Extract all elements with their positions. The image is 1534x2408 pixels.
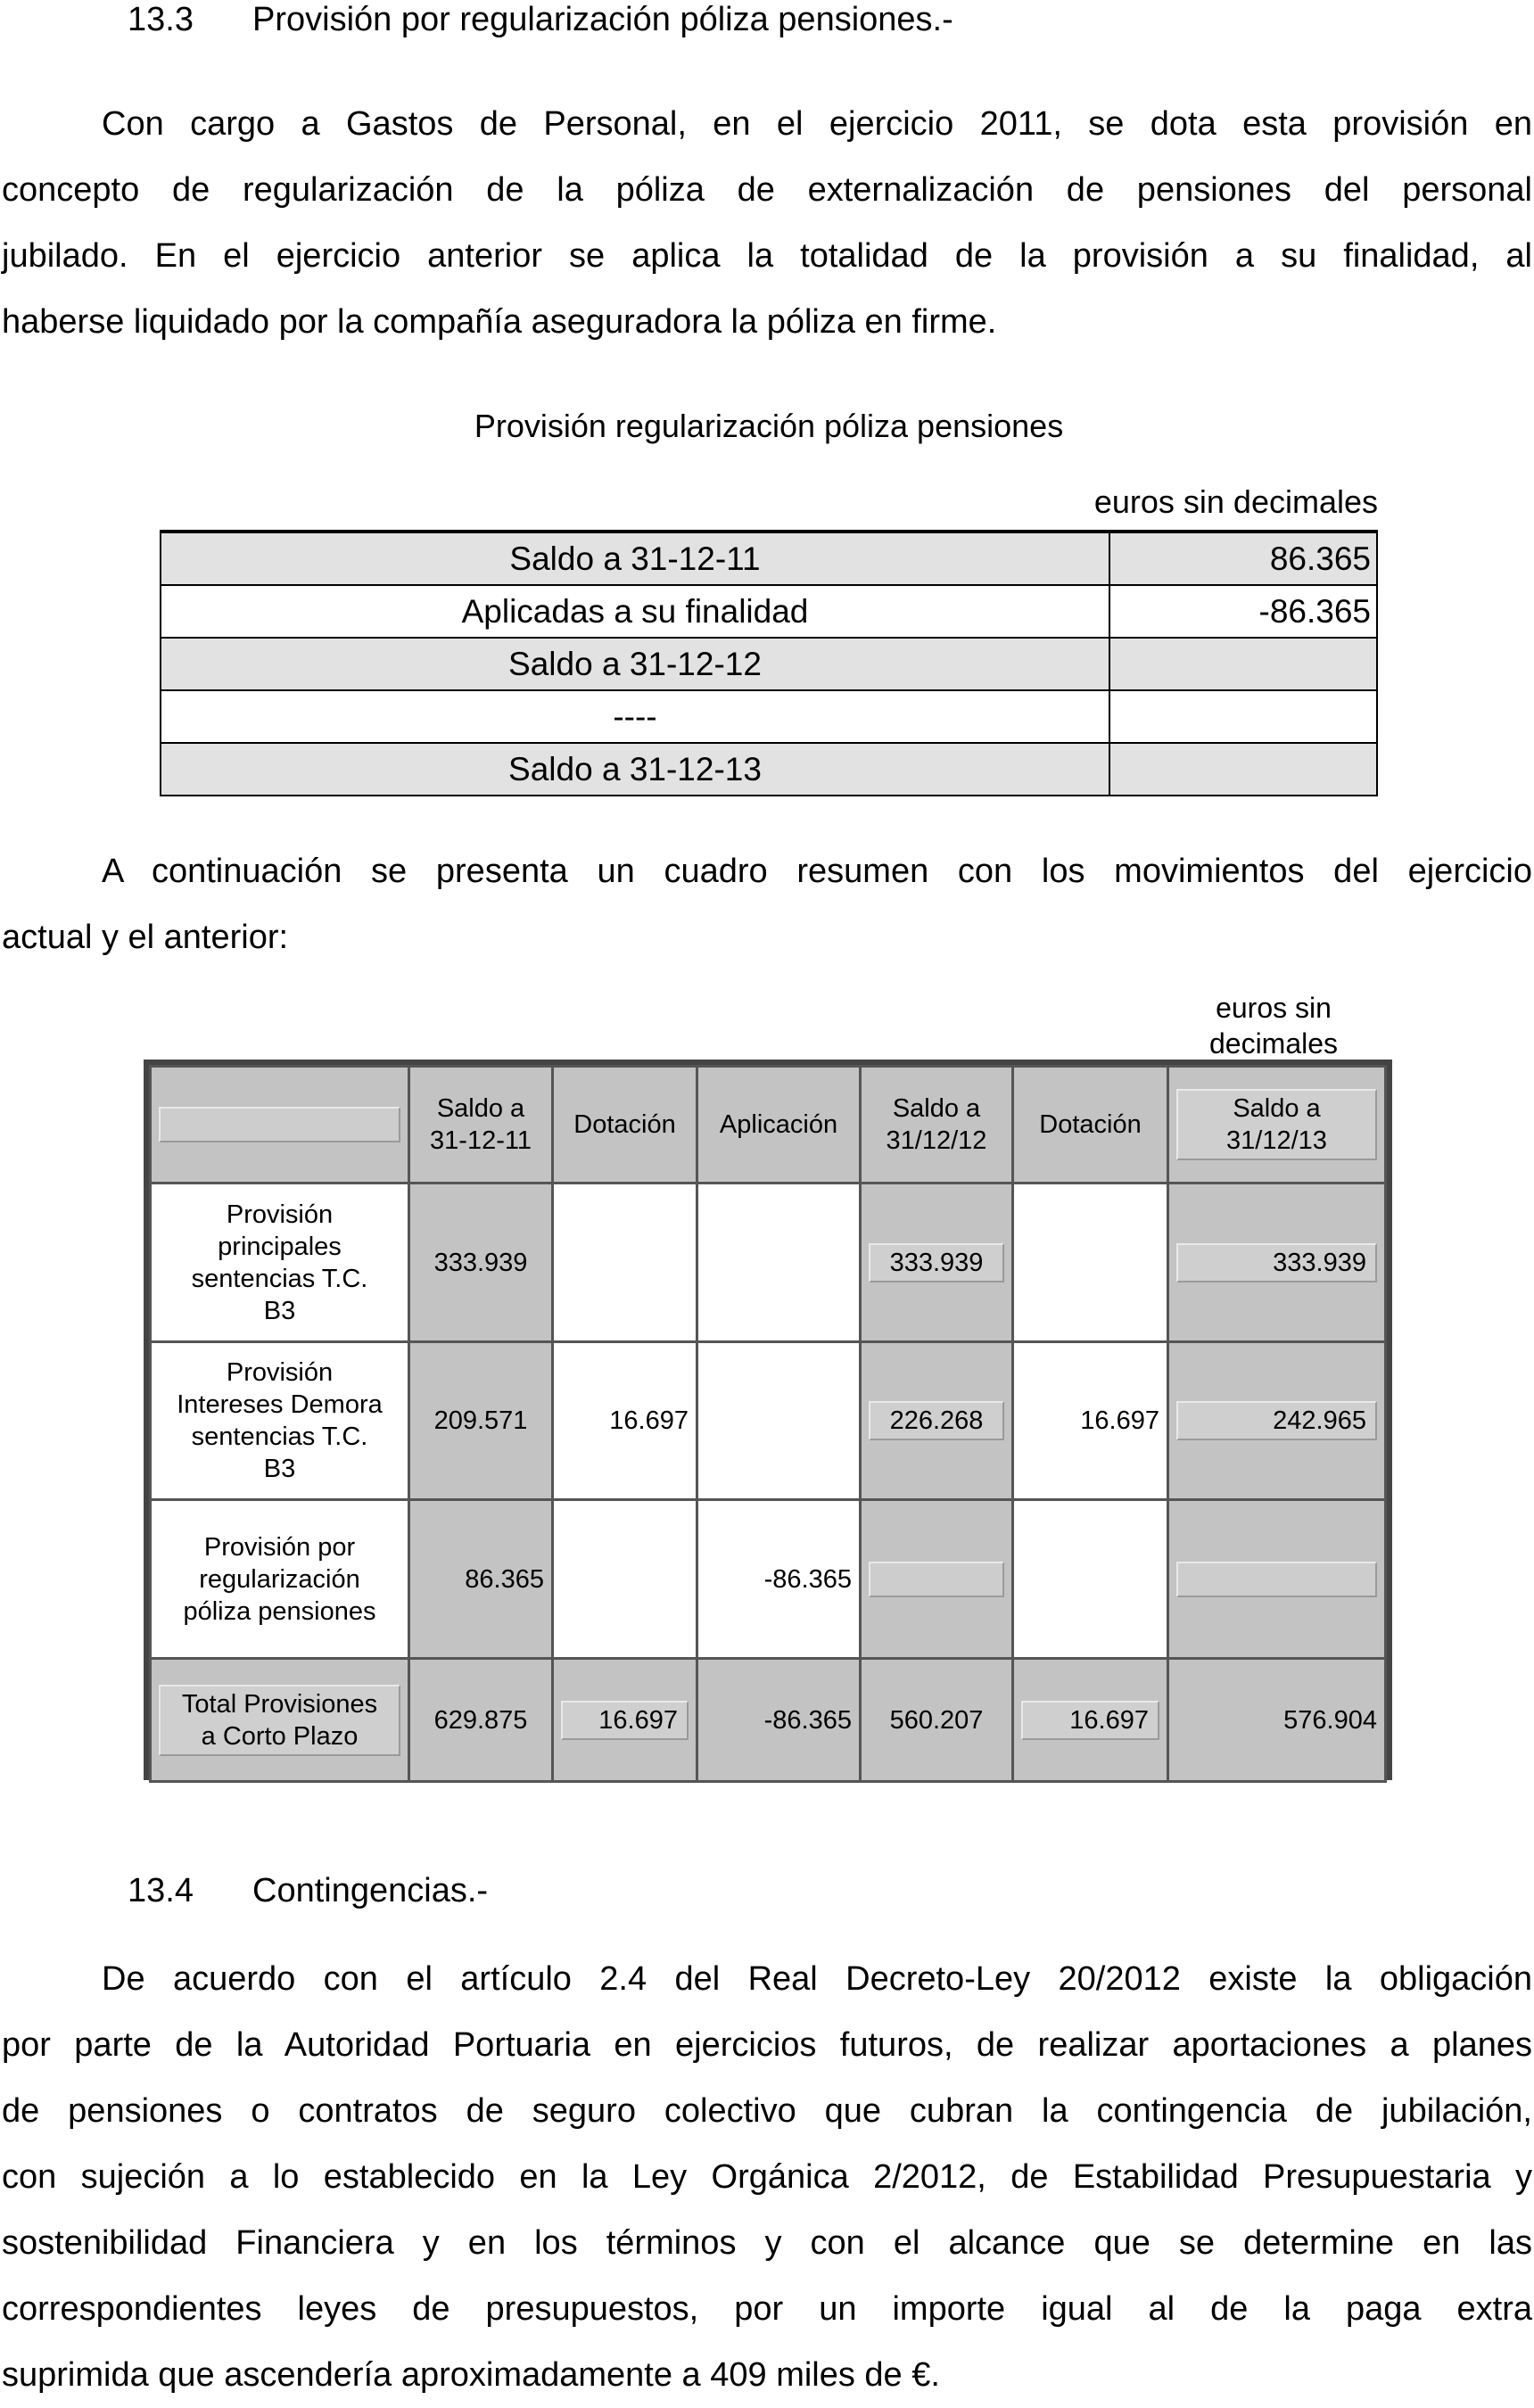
paragraph-line: De acuerdo con el artículo 2.4 del Real Decreto-Ley 20/2012 existe la obligación	[102, 1960, 1532, 1998]
row-label: Saldo a 31-12-11	[161, 532, 1109, 585]
cell-value	[553, 1183, 697, 1342]
paragraph-line: Con cargo a Gastos de Personal, en el ejercicio 2011, se dota esta provisión en	[102, 105, 1532, 143]
paragraph-line: jubilado. En el ejercicio anterior se aplica la totalidad de la provisión a su finalidad, al	[2, 237, 1532, 275]
paragraph-line: por parte de la Autoridad Portuaria en ejercicios futuros, de realizar aportaciones a planes	[2, 2026, 1532, 2064]
paragraph-line: con sujeción a lo establecido en la Ley Orgánica 2/2012, de Estabilidad Presupuestaria y	[2, 2158, 1532, 2196]
row-label: Provisión por regularización póliza pensiones	[151, 1500, 409, 1659]
table-row	[151, 1500, 1386, 1659]
provision-pensiones-table	[160, 530, 1378, 796]
table-row	[161, 532, 1377, 585]
cell-value: 86.365	[409, 1500, 553, 1659]
unit-line: euros sin	[1216, 992, 1332, 1024]
unit-line: decimales	[1208, 1027, 1339, 1060]
header-row	[151, 1067, 1386, 1183]
paragraph-line: concepto de regularización de la póliza de externalización de pensiones del personal	[2, 171, 1532, 209]
row-value: -86.365	[1109, 585, 1377, 638]
cell-value	[1168, 1500, 1386, 1659]
cell-value	[1013, 1183, 1168, 1342]
cell-value	[553, 1500, 697, 1659]
cell-value: 226.268	[861, 1342, 1013, 1500]
header-cell: Dotación	[1013, 1067, 1168, 1183]
paragraph-line: A continuación se presenta un cuadro resumen con los movimientos del ejercicio	[102, 853, 1532, 890]
table2-unit	[1158, 990, 1390, 1061]
header-cell: Dotación	[553, 1067, 697, 1183]
header-cell: Saldo a 31/12/13	[1168, 1067, 1386, 1183]
row-label: Total Provisiones a Corto Plazo	[151, 1659, 409, 1782]
paragraph-line: correspondientes leyes de presupuestos, por un importe igual al de la paga extra	[2, 2290, 1532, 2328]
section-number: 13.4	[128, 1872, 194, 1909]
row-label: ----	[161, 690, 1109, 743]
row-value: 86.365	[1109, 532, 1377, 585]
table-row	[161, 638, 1377, 690]
cell-value: 16.697	[553, 1659, 697, 1782]
section-number: 13.3	[128, 1, 194, 38]
cell-value	[1013, 1500, 1168, 1659]
paragraph-line: actual y el anterior:	[2, 919, 289, 956]
row-label: Provisión Intereses Demora sentencias T.C. B3	[151, 1342, 409, 1500]
row-value	[1109, 690, 1377, 743]
cell-value	[861, 1500, 1013, 1659]
header-empty-cell	[151, 1067, 409, 1183]
header-cell: Saldo a 31/12/12	[861, 1067, 1013, 1183]
section-title: Contingencias.-	[252, 1872, 489, 1909]
section-title: Provisión por regularización póliza pensiones.-	[252, 1, 953, 38]
table-row	[161, 690, 1377, 743]
paragraph-line: suprimida que ascendería aproximadamente a 409 miles de €.	[2, 2356, 940, 2394]
table1-caption: Provisión regularización póliza pensiones	[474, 408, 1064, 444]
cell-value: 333.939	[1168, 1183, 1386, 1342]
cell-value: 16.697	[553, 1342, 697, 1500]
row-label: Saldo a 31-12-13	[161, 743, 1109, 796]
cell-value: 16.697	[1013, 1659, 1168, 1782]
cell-value	[697, 1183, 861, 1342]
section-13-4-paragraph	[2, 1946, 1532, 2408]
cell-value: 629.875	[409, 1659, 553, 1782]
row-label: Aplicadas a su finalidad	[161, 585, 1109, 638]
cell-value: 209.571	[409, 1342, 553, 1500]
table-row	[151, 1183, 1386, 1342]
section-13-4-heading	[128, 1871, 488, 1910]
cell-value	[697, 1342, 861, 1500]
header-cell: Aplicación	[697, 1067, 861, 1183]
row-value	[1109, 743, 1377, 796]
table-row-total	[151, 1659, 1386, 1782]
paragraph-line: de pensiones o contratos de seguro colectivo que cubran la contingencia de jubilación,	[2, 2092, 1532, 2130]
table1-unit: euros sin decimales	[1093, 483, 1378, 520]
cell-value: 16.697	[1013, 1342, 1168, 1500]
cell-value: 333.939	[861, 1183, 1013, 1342]
cell-value: 576.904	[1168, 1659, 1386, 1782]
row-value	[1109, 638, 1377, 690]
summary-movements-table	[144, 1060, 1392, 1780]
row-label: Provisión principales sentencias T.C. B3	[151, 1183, 409, 1342]
section-13-3-heading	[128, 0, 953, 39]
paragraph-line: sostenibilidad Financiera y en los términos y con el alcance que se determine en las	[2, 2224, 1532, 2262]
summary-intro	[2, 838, 1532, 970]
table-row	[161, 585, 1377, 638]
cell-value: -86.365	[697, 1500, 861, 1659]
paragraph-line: haberse liquidado por la compañía aseguradora la póliza en firme.	[2, 303, 997, 341]
cell-value: 242.965	[1168, 1342, 1386, 1500]
cell-value: 333.939	[409, 1183, 553, 1342]
section-13-3-paragraph	[2, 91, 1532, 355]
cell-value: -86.365	[697, 1659, 861, 1782]
header-cell: Saldo a 31-12-11	[409, 1067, 553, 1183]
table-row	[161, 743, 1377, 796]
row-label: Saldo a 31-12-12	[161, 638, 1109, 690]
cell-value: 560.207	[861, 1659, 1013, 1782]
table-row	[151, 1342, 1386, 1500]
